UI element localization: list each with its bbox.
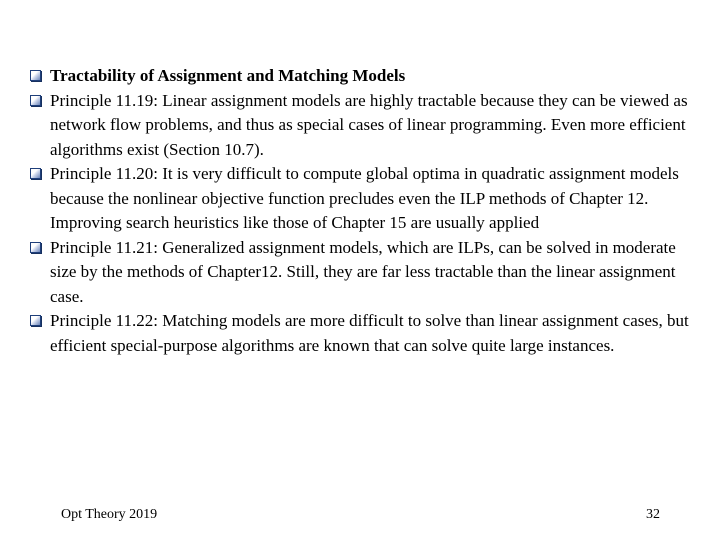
bullet-text: Principle 11.20: It is very difficult to compute global optima in quadratic assignment models because the nonlinear objective function precludes even the ILP methods of Chapter 12. Improving search heuristics like those of Chapter 15 are usually applied: [50, 164, 679, 232]
square-bullet-icon: [30, 70, 41, 81]
footer-page-number: 32: [646, 507, 660, 522]
square-bullet-icon: [30, 242, 41, 253]
bullet-heading: Tractability of Assignment and Matching Models: [50, 66, 406, 85]
bullet-item-tractability: [30, 64, 698, 89]
footer-course-label: Opt Theory 2019: [61, 507, 158, 522]
bullet-text: Principle 11.21: Generalized assignment models, which are ILPs, can be solved in moderate size by the methods of Chapter12. Still, they are far less tractable than the linear assignment case.: [50, 237, 676, 306]
square-bullet-icon: [30, 315, 41, 326]
bullet-item-principle-11-20: [30, 162, 698, 236]
square-bullet-icon: [30, 95, 41, 106]
bullet-item-principle-11-19: [30, 89, 698, 163]
bullet-text: Principle 11.22: Matching models are more difficult to solve than linear assignment cases, but efficient special-purpose algorithms are known that can solve quite large instances.: [50, 311, 689, 355]
bullet-item-principle-11-22: [30, 309, 698, 358]
bullet-text: Principle 11.19: Linear assignment models are highly tractable because they can be viewed as network flow problems, and thus as special cases of linear programming. Even more efficient algorithms exist (Section 10.7).: [50, 90, 688, 159]
square-bullet-icon: [30, 168, 41, 179]
slide-body: [30, 64, 698, 358]
bullet-item-principle-11-21: [30, 236, 698, 310]
